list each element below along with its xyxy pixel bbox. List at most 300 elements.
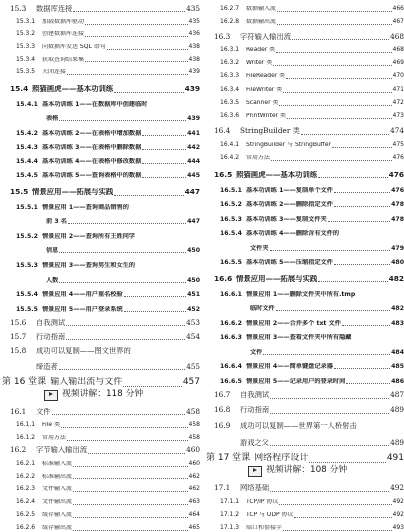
page-number: 435 [186, 3, 200, 13]
toc-entry-continuation[interactable] [2, 108, 200, 123]
page-number: 470 [392, 72, 404, 80]
toc-entry[interactable] [2, 519, 200, 532]
toc-entry[interactable] [2, 284, 200, 299]
section-number: 16.9 [214, 420, 231, 430]
toc-entry[interactable] [2, 402, 200, 416]
leader-dots [61, 427, 188, 428]
toc-entry[interactable] [2, 122, 200, 137]
toc-entry[interactable] [206, 283, 404, 298]
toc-entry[interactable] [206, 478, 404, 493]
section-number: 16.2.5 [16, 510, 36, 518]
entry-title: 信息 [46, 247, 59, 255]
entry-title: 情景应用 2——合并多个 txt 文件 [246, 319, 341, 327]
section-number: 15.5.5 [16, 306, 38, 314]
toc-entry[interactable] [206, 312, 404, 327]
page-number: 439 [184, 84, 200, 94]
page-number: 452 [187, 306, 200, 314]
page-number: 476 [392, 154, 404, 162]
section-number: 15.6 [10, 317, 27, 327]
toc-entry[interactable] [206, 54, 404, 67]
entry-title: 前 3 名 [46, 218, 67, 226]
page-number: 444 [187, 157, 200, 165]
page-number: 450 [187, 247, 200, 255]
entry-title: 情景应用 3——查看文件夹中所有隐藏 [246, 334, 352, 342]
page-number: 476 [391, 186, 404, 194]
section-number: 16.3.4 [220, 85, 240, 93]
section-number: 16.3.1 [220, 46, 240, 54]
leader-dots [279, 504, 391, 505]
entry-title: 基本功训练 2——在表格中增加数据 [42, 129, 142, 137]
toc-entry[interactable] [206, 67, 404, 80]
toc-entry[interactable] [206, 80, 404, 93]
leader-dots [85, 61, 188, 62]
leader-dots [287, 118, 392, 119]
entry-title: 基本功训练 1——在数据库中创建临时 [42, 100, 148, 108]
toc-entry[interactable] [2, 254, 200, 269]
toc-entry[interactable] [2, 225, 200, 240]
section-number: 15.4 [10, 84, 29, 94]
leader-dots [114, 92, 183, 93]
leader-dots [301, 134, 389, 135]
page-number: 438 [188, 42, 200, 50]
entry-title: 缔造者 [36, 362, 58, 371]
leader-dots [73, 517, 188, 518]
entry-title: 成功可以复制——图文世界的 [36, 346, 131, 355]
page-number: 475 [392, 140, 404, 148]
toc-entry[interactable] [2, 0, 200, 13]
page-number: 458 [188, 433, 200, 441]
section-number: 16.8 [214, 405, 231, 415]
toc-entry-continuation[interactable] [2, 211, 200, 226]
leader-dots [73, 491, 188, 492]
section-number: 16.4 [214, 126, 231, 136]
page-number: 480 [391, 259, 404, 267]
chapter-number: 第 17 堂课 [206, 453, 251, 464]
section-number: 16.2.7 [220, 5, 240, 13]
section-number: 16.1.1 [16, 421, 36, 429]
leader-dots [73, 530, 188, 531]
entry-title: FileReader 类 [246, 73, 286, 80]
entry-title: 关闭连接 [42, 69, 67, 76]
toc-entry[interactable] [2, 493, 200, 506]
page-number: 454 [186, 331, 200, 341]
leader-dots [59, 282, 186, 283]
entry-title: 人数 [46, 276, 59, 284]
leader-dots [334, 206, 390, 207]
page-number: 491 [386, 453, 404, 464]
toc-entry-continuation[interactable] [206, 237, 404, 252]
section-number: 15.3.5 [16, 68, 36, 76]
toc-entry[interactable] [206, 41, 404, 54]
leader-dots [68, 223, 186, 224]
entry-title: 文件输入流 [42, 486, 73, 493]
leader-dots [270, 413, 389, 414]
toc-entry[interactable] [2, 506, 200, 519]
entry-title: 成功可以复制——世界第一人桥射击 [240, 421, 357, 430]
section-number: 16.2.6 [16, 523, 36, 531]
page-number: 457 [182, 377, 200, 388]
toc-entry[interactable] [206, 0, 404, 13]
toc-entry[interactable] [206, 194, 404, 209]
toc-entry[interactable] [2, 429, 200, 442]
entry-title: TCP/IP 协议 [246, 498, 279, 505]
entry-title: 数据输出流 [246, 19, 277, 26]
page-number: 462 [188, 485, 200, 493]
section-number: 15.5 [10, 187, 29, 197]
leader-dots [270, 250, 391, 251]
page-number: 453 [186, 317, 200, 327]
entry-title: 照猫画虎——基本功训练 [236, 170, 318, 179]
toc-entry[interactable] [206, 179, 404, 194]
section-number: 16.6.5 [220, 377, 242, 385]
leader-dots [334, 192, 390, 193]
entry-title: 文件 [36, 407, 51, 416]
page-number: 485 [391, 363, 404, 371]
section-number: 17.1.1 [220, 497, 240, 505]
page-number: 487 [390, 390, 404, 400]
leader-dots [277, 24, 392, 25]
leader-dots [318, 281, 387, 282]
leader-dots [318, 177, 387, 178]
leader-dots [279, 105, 391, 106]
page-number: 492 [392, 510, 404, 518]
chapter-title: 输入输出流与文件 [50, 377, 123, 388]
page-number: 447 [187, 218, 200, 226]
entry-title: 常用方法 [246, 155, 271, 162]
entry-title: 游戏之父 [240, 438, 269, 447]
toc-entry[interactable] [206, 94, 404, 107]
leader-dots [276, 52, 391, 53]
toc-entry-continuation[interactable] [206, 430, 404, 447]
entry-title: 行动指南 [240, 406, 270, 415]
section-number: 16.1 [10, 406, 27, 416]
toc-entry[interactable] [2, 298, 200, 313]
toc-entry[interactable] [2, 38, 200, 51]
toc-entry[interactable] [2, 480, 200, 493]
entry-title: Writer 类 [246, 60, 273, 67]
leader-dots [142, 149, 186, 150]
entry-title: Scanner 类 [246, 99, 279, 106]
toc-entry[interactable] [2, 151, 200, 165]
chapter-number: 第 16 堂课 [2, 377, 47, 388]
section-number: 15.3.1 [16, 17, 36, 25]
entry-title: 缓存输入流 [42, 511, 73, 518]
leader-dots [85, 24, 188, 25]
page-number: 464 [188, 510, 200, 518]
entry-title: 数据输入流 [246, 6, 277, 13]
section-number: 16.3.3 [220, 72, 240, 80]
entry-title: 数据库连接 [36, 4, 73, 13]
entry-title: 情景应用——拓展与实践 [236, 274, 318, 283]
entry-title: 字符输入输出流 [240, 32, 292, 41]
leader-dots [142, 177, 186, 178]
leader-dots [67, 440, 188, 441]
toc-entry[interactable] [206, 252, 404, 267]
section-number: 16.2.4 [16, 498, 36, 506]
section-number: 16.6 [214, 273, 233, 283]
leader-dots [124, 296, 186, 297]
entry-title: PrintWriter 类 [246, 113, 287, 120]
entry-title: 标准输出流 [42, 473, 73, 480]
entry-title: 行动指南 [36, 332, 66, 341]
leader-dots [59, 120, 186, 121]
section-number: 15.4.2 [16, 129, 38, 137]
leader-dots [346, 383, 390, 384]
section-number: 16.4.2 [220, 154, 240, 162]
entry-title: 情景应用 4——用户重名校验 [42, 291, 123, 299]
leader-dots [334, 264, 390, 265]
entry-title: 文件夹 [250, 244, 269, 252]
page-number: 465 [188, 523, 200, 531]
toc-entry[interactable] [206, 400, 404, 415]
entry-title: 基本功训练 3——在表格中删除数据 [42, 143, 142, 151]
toc-entry[interactable] [206, 385, 404, 400]
section-number: 15.5.3 [16, 261, 38, 269]
section-number: 16.3.2 [220, 59, 240, 67]
page-number: 478 [391, 215, 404, 223]
leader-dots [67, 74, 188, 75]
toc-entry-continuation[interactable] [206, 298, 404, 313]
entry-title: 文件输出流 [42, 499, 73, 506]
toc-entry[interactable] [206, 493, 404, 506]
section-number: 15.5.4 [16, 291, 38, 299]
section-number: 17.1.2 [220, 510, 240, 518]
toc-entry[interactable] [206, 415, 404, 431]
leader-dots [277, 11, 392, 12]
toc-entry[interactable] [2, 327, 200, 341]
entry-title: 情景应用 1——查询商品销售的 [42, 203, 129, 211]
toc-entry[interactable] [2, 165, 200, 180]
section-number: 16.2.8 [220, 18, 240, 26]
leader-dots [276, 310, 390, 311]
page-number: 458 [188, 421, 200, 429]
entry-title: 情景应用 2——查询所有王姓同学 [42, 232, 136, 240]
page-number: 489 [390, 437, 404, 447]
entry-title: 字节输入输出流 [36, 446, 88, 455]
section-number: 16.5.4 [220, 230, 242, 238]
entry-title: 基本功训练 5——查询表格中的数据 [42, 172, 142, 180]
toc-entry[interactable] [2, 76, 200, 94]
section-number: 16.3 [214, 31, 231, 41]
section-number: 16.3.6 [220, 112, 240, 120]
entry-title: 自我测试 [36, 318, 66, 327]
toc-entry[interactable] [206, 107, 404, 120]
toc-entry[interactable] [2, 455, 200, 468]
toc-chapter-heading[interactable] [2, 371, 200, 388]
leader-dots [66, 339, 185, 340]
section-number: 16.6.1 [220, 290, 242, 298]
toc-entry[interactable] [2, 416, 200, 429]
leader-dots [52, 414, 185, 415]
section-number: 16.3.5 [220, 98, 240, 106]
toc-entry[interactable] [2, 13, 200, 26]
page-number: 442 [187, 143, 200, 151]
leader-dots [73, 504, 188, 505]
video-icon [248, 466, 262, 477]
toc-entry[interactable] [206, 519, 404, 532]
video-duration-label: 视频讲解：108 分钟 [266, 465, 348, 476]
leader-dots [273, 65, 391, 66]
page-number: 474 [390, 126, 404, 136]
entry-title: 基本功训练 2——删除指定文件 [246, 201, 333, 209]
page-number: 478 [391, 201, 404, 209]
leader-dots [73, 11, 185, 12]
entry-title: 自我测试 [240, 391, 270, 400]
toc-entry[interactable] [206, 149, 404, 163]
toc-entry[interactable] [2, 197, 200, 211]
section-number: 17.1.3 [220, 523, 240, 531]
entry-title: 标准输入流 [42, 460, 73, 467]
section-number: 17.1 [214, 483, 231, 493]
toc-entry[interactable] [206, 327, 404, 342]
page-number: 476 [388, 169, 404, 179]
section-number: 15.7 [10, 331, 27, 341]
section-number: 16.2.1 [16, 459, 36, 467]
toc-entry[interactable] [2, 179, 200, 197]
page-number: 439 [187, 115, 200, 123]
entry-title: 基本功训练 1——复制单个文件 [246, 186, 333, 194]
page-number: 482 [391, 305, 404, 313]
leader-dots [309, 462, 386, 463]
entry-title: StringBuilder 与 StringBuffer [246, 141, 332, 148]
video-duration-note [206, 464, 404, 478]
page-number: 439 [188, 68, 200, 76]
entry-title: 常用方法 [42, 434, 67, 441]
toc-entry[interactable] [2, 313, 200, 327]
leader-dots [73, 466, 188, 467]
toc-entry[interactable] [206, 136, 404, 149]
section-number: 16.5.3 [220, 215, 242, 223]
section-number: 16.7 [214, 390, 231, 400]
toc-entry[interactable] [2, 468, 200, 481]
leader-dots [142, 135, 186, 136]
page-number: 463 [188, 498, 200, 506]
entry-title: Reader 类 [246, 47, 276, 54]
page-number: 451 [187, 291, 200, 299]
entry-title: 临时文件 [250, 305, 275, 313]
leader-dots [59, 369, 186, 370]
leader-dots [270, 491, 389, 492]
entry-title: 获取查询结果集 [42, 56, 85, 63]
toc-entry[interactable] [2, 94, 200, 108]
section-number: 16.5.5 [220, 259, 242, 267]
toc-entry[interactable] [206, 506, 404, 519]
leader-dots [270, 398, 389, 399]
toc-entry[interactable] [2, 137, 200, 151]
entry-title: File 类 [42, 422, 60, 429]
section-number: 15.5.1 [16, 203, 38, 211]
section-number: 16.2.3 [16, 485, 36, 493]
entry-title: 情景应用 5——用户登录系统 [42, 306, 123, 314]
toc-entry[interactable] [2, 63, 200, 76]
section-number: 16.1.2 [16, 433, 36, 441]
entry-title: 基本功训练 4——删除含有文件的 [246, 230, 340, 238]
entry-title: 加载数据库驱动 [42, 18, 85, 25]
leader-dots [123, 386, 182, 387]
page-number: 484 [391, 348, 404, 356]
page-number: 438 [188, 55, 200, 63]
section-number: 15.3.3 [16, 42, 36, 50]
page-number: 468 [392, 46, 404, 54]
page-number: 460 [186, 445, 200, 455]
page-number: 445 [187, 172, 200, 180]
entry-title: 照猫画虎——基本功训练 [32, 85, 114, 94]
leader-dots [334, 368, 390, 369]
entry-title: FileWriter 类 [246, 86, 283, 93]
toc-entry[interactable] [206, 370, 404, 385]
section-number: 15.8 [10, 345, 27, 355]
page-number: 471 [392, 85, 404, 93]
entry-title: TCP 与 UDP 协议 [246, 511, 294, 518]
entry-title: 端口和套接字 [246, 524, 283, 531]
toc-chapter-heading[interactable] [206, 447, 404, 464]
toc-entry[interactable] [206, 13, 404, 26]
section-number: 16.6.2 [220, 319, 242, 327]
toc-entry[interactable] [206, 356, 404, 371]
page-number: 460 [188, 459, 200, 467]
section-number: 15.4.3 [16, 143, 38, 151]
entry-title: StringBuilder 类 [240, 127, 300, 136]
leader-dots [292, 39, 389, 40]
page-number: 441 [187, 129, 200, 137]
page-number: 493 [392, 523, 404, 531]
section-number: 15.4.5 [16, 172, 38, 180]
toc-entry-continuation[interactable] [2, 269, 200, 284]
entry-title: 文件 [250, 348, 263, 356]
leader-dots [271, 160, 392, 161]
toc-entry[interactable] [2, 442, 200, 455]
section-number: 15.4.4 [16, 157, 38, 165]
toc-entry-continuation[interactable] [206, 341, 404, 356]
section-number: 15.3 [10, 3, 27, 13]
leader-dots [85, 36, 188, 37]
leader-dots [124, 311, 186, 312]
section-number: 16.5.1 [220, 186, 242, 194]
toc-entry[interactable] [206, 26, 404, 41]
leader-dots [88, 453, 185, 454]
entry-title: 情景应用 1——删除文件夹中所有.tmp [246, 290, 356, 298]
entry-title: 情景应用 5——记录用户的登录时间 [246, 377, 346, 385]
toc-entry[interactable] [2, 26, 200, 39]
page-number: 483 [391, 319, 404, 327]
entry-title: 基本功训练 4——在表格中修改数据 [42, 157, 142, 165]
toc-entry[interactable] [2, 341, 200, 355]
leader-dots [283, 530, 392, 531]
toc-entry[interactable] [2, 51, 200, 64]
toc-entry-continuation[interactable] [2, 355, 200, 371]
entry-title: 向数据库发送 SQL 语句 [42, 43, 106, 50]
entry-title: 基本功训练 3——复制文件夹 [246, 215, 327, 223]
toc-entry-continuation[interactable] [2, 240, 200, 255]
toc-entry[interactable] [206, 223, 404, 238]
toc-entry[interactable] [206, 120, 404, 136]
page-number: 489 [390, 405, 404, 415]
entry-title: 缓存输出流 [42, 524, 73, 531]
page-number: 436 [188, 30, 200, 38]
toc-entry[interactable] [206, 162, 404, 179]
page-number: 492 [390, 483, 404, 493]
toc-entry[interactable] [206, 266, 404, 283]
video-duration-label: 视频讲解：118 分钟 [62, 389, 144, 400]
toc-entry[interactable] [206, 208, 404, 223]
section-number: 16.5.2 [220, 201, 242, 209]
page-number: 468 [390, 31, 404, 41]
entry-title: 基本功训练 5——压缩指定文件 [246, 259, 333, 267]
leader-dots [142, 163, 186, 164]
section-number: 16.4.1 [220, 140, 240, 148]
page-number: 467 [392, 18, 404, 26]
page-number: 450 [187, 276, 200, 284]
